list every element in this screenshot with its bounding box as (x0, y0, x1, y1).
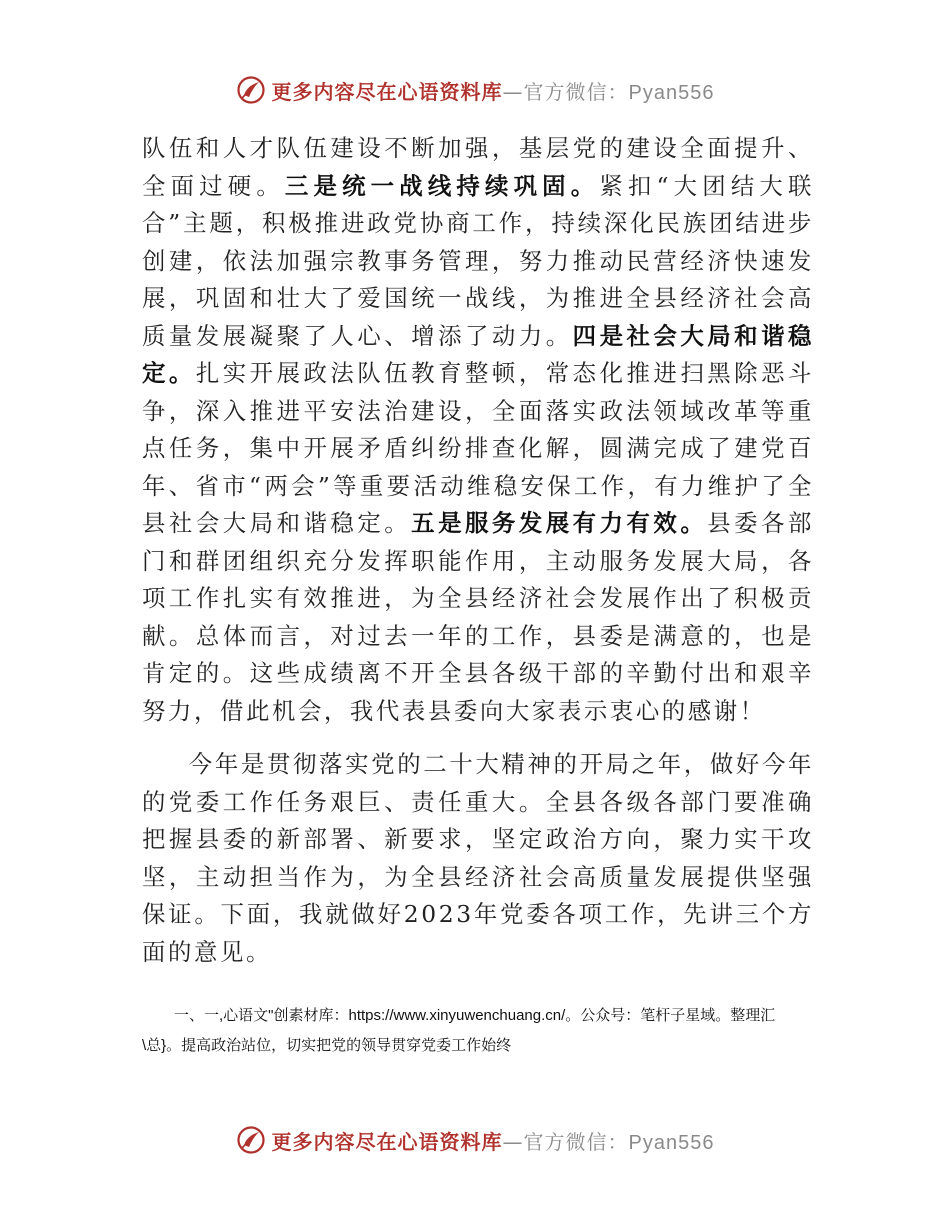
bold-heading-united-front: 三是统一战线持续巩固。 (284, 171, 600, 200)
bold-heading-service-development: 五是服务发展有力有效。 (411, 509, 708, 537)
text-segment: 紧扣“大团结大联合”主题，积极推进政党协商工作，持续深化民族团结进步创建，依法加强宗教事务管理，努力推动民营经济快速发展，巩固和壮大了爱国统一战线，为推进全县经济社会高质量发展凝聚了人心、增添了动力。 (142, 171, 814, 350)
logo-icon (236, 1125, 266, 1155)
banner-dash: — (502, 1129, 524, 1154)
banner-wechat-label: 官方微信： (523, 1129, 629, 1154)
banner-wechat-label: 官方微信： (523, 79, 629, 104)
banner-main-text: 更多内容尽在心语资料库 (271, 79, 503, 104)
footer-banner (0, 1120, 950, 1160)
banner-wechat-id: Pyan556 (628, 81, 715, 104)
bold-heading-social-stability: 四是社会大局和谐稳定。 (142, 321, 814, 387)
header-banner (0, 70, 950, 110)
section-heading-note: 一、一,心语文"创素材库：https://www.xinyuwenchuang.cn/。公众号：笔杆子星域。整理汇\总}。提高政治站位，切实把党的领导贯穿党委工作始终 (142, 1007, 776, 1054)
document-body (142, 130, 814, 1061)
text-segment: 扎实开展政法队伍教育整顿，常态化推进扫黑除恶斗争，深入推进平安法治建设，全面落实政法领域改革等重点任务，集中开展矛盾纠纷排查化解，圆满完成了建党百年、省市“两会”等重要活动维稳安保工作，有力维护了全县社会大局和谐稳定。 (142, 359, 814, 537)
logo-icon (236, 75, 266, 105)
paragraph-summary (142, 130, 814, 730)
paragraph-this-year: 今年是贯彻落实党的二十大精神的开局之年，做好今年的党委工作任务艰巨、责任重大。全县各级各部门要准确把握县委的新部署、新要求，坚定政治方向，聚力实干攻坚，主动担当作为，为全县经济社会高质量发展提供坚强保证。下面，我就做好2023年党委各项工作，先讲三个方面的意见。 (142, 750, 814, 966)
banner-dash: — (502, 79, 524, 104)
banner-main-text: 更多内容尽在心语资料库 (271, 1129, 503, 1154)
text-segment: 县委各部门和群团组织充分发挥职能作用，主动服务发展大局，各项工作扎实有效推进，为全县经济社会发展作出了积极贡献。总体而言，对过去一年的工作，县委是满意的，也是肯定的。这些成绩离不开全县各级干部的辛勤付出和艰辛努力，借此机会，我代表县委向大家表示衷心的感谢！ (142, 509, 815, 725)
text-segment: 队伍和人才队伍建设不断加强，基层党的建设全面提升、全面过硬。 (142, 134, 814, 200)
banner-text (272, 1126, 715, 1155)
banner-text (272, 76, 715, 105)
banner-wechat-id: Pyan556 (628, 1131, 715, 1154)
